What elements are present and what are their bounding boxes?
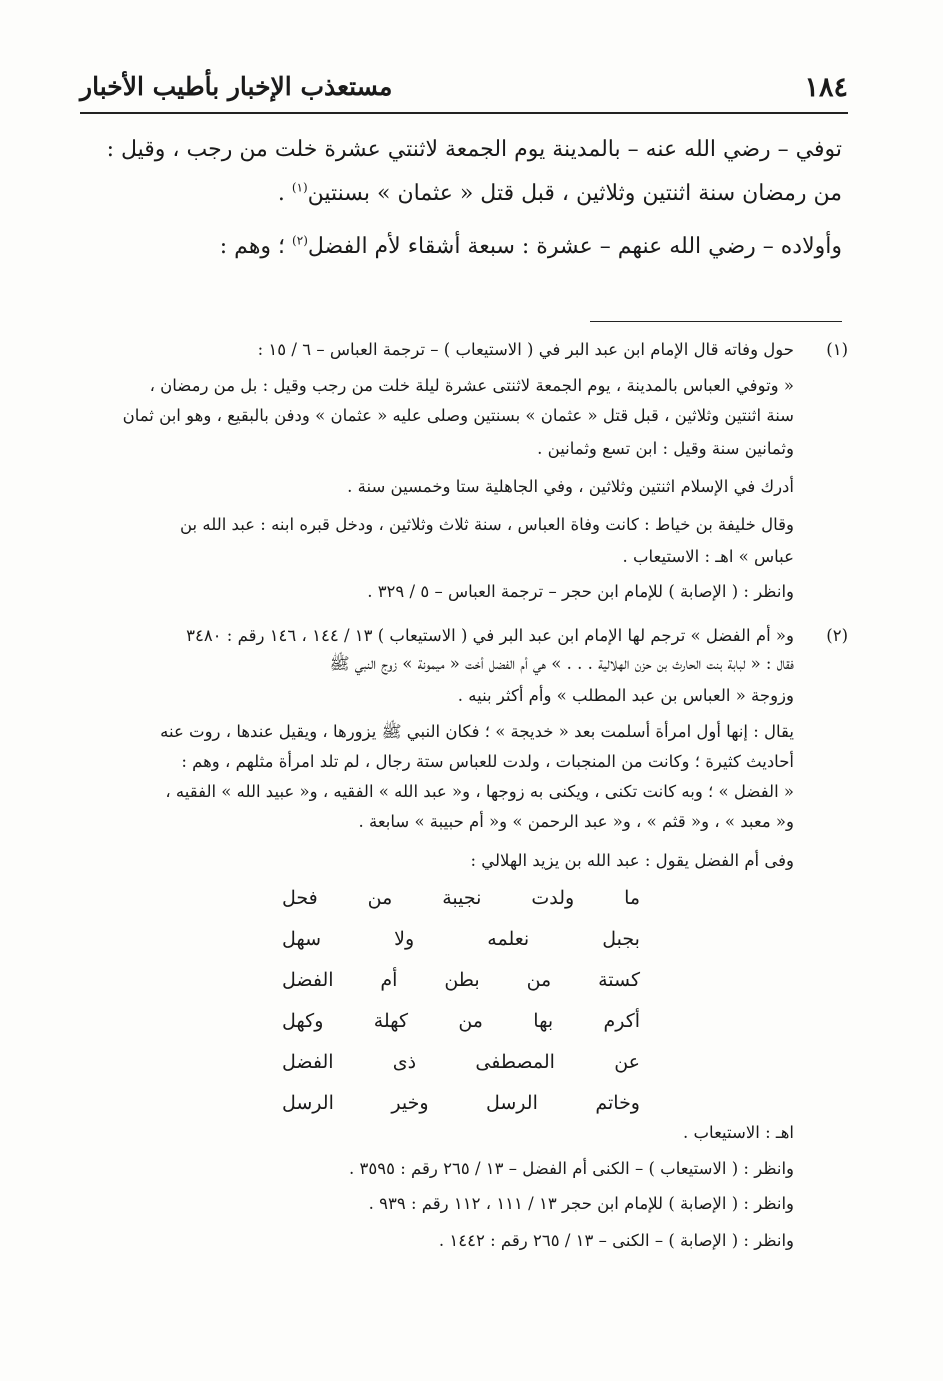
poem-word: من [526, 969, 552, 991]
poem-word: نجيبة [442, 887, 482, 909]
footnote-line: « الفضل » ؛ وبه كانت تكنى ، ويكنى به زوجها ، و« عبد الله » الفقيه ، و« عبيد الله » الفقيه ، [165, 782, 794, 801]
footnote-separator [590, 321, 842, 322]
paragraph-children-text: وأولاده – رضي الله عنهم – عشرة : سبعة أشقاء لأم الفضل [307, 234, 842, 259]
header-rule [80, 112, 848, 114]
footnote-line: وقال خليفة بن خياط : كانت وفاة العباس ، سنة ثلاث وثلاثين ، ودخل قبره ابنه : عبد الله بن [179, 515, 794, 534]
footnote-1 [100, 336, 848, 616]
footnote-line: « وتوفي العباس بالمدينة ، يوم الجمعة لاثنتى عشرة ليلة خلت من رجب وقيل : بل من رمضان ، [149, 376, 794, 395]
footnote-line: وثمانين سنة وقيل : ابن تسع وثمانين . [537, 439, 794, 458]
poem-word: أم [380, 969, 398, 991]
poem-word: وخير [391, 1092, 429, 1114]
poem-word: الفضل [282, 1051, 334, 1073]
footnote-line: وانظر : ( الإصابة ) للإمام ابن حجر ١٣ / ١١١ ، ١١٢ رقم : ٩٣٩ . [368, 1194, 794, 1213]
paragraph-children-end: ؛ وهم : [219, 234, 293, 259]
poem-word: ولدت [531, 887, 575, 909]
poem-word: بها [533, 1010, 554, 1032]
footnote-line: و« معبد » ، و« قثم » ، و« عبد الرحمن » و« أم حبيبة » سابعة . [358, 812, 794, 831]
poem-word: ذى [392, 1051, 417, 1073]
poem-word: نعلمه [487, 928, 530, 950]
paragraph-death-text: من رمضان سنة اثنتين وثلاثين ، قبل قتل « عثمان » بسنتين [307, 181, 842, 206]
footnote-line: و« أم الفضل » ترجم لها الإمام ابن عبد البر في ( الاستيعاب ) ١٣ / ١٤٤ ، ١٤٦ رقم : ٣٤٨٠ [186, 626, 794, 645]
poem-word: وخاتم [595, 1092, 640, 1114]
footnote-1-number: (١) [826, 340, 848, 359]
poem-word: ولا [394, 928, 415, 950]
poem-word: الرسل [485, 1092, 538, 1114]
book-title: مستعذب الإخبار بأطيب الأخبار [80, 72, 393, 101]
poem-word: من [458, 1010, 483, 1032]
poem-line [282, 960, 640, 1001]
poem-word: عن [614, 1051, 641, 1073]
footnote-line: أدرك في الإسلام اثنتين وثلاثين ، وفي الجاهلية ستا وخمسين سنة . [347, 477, 794, 496]
footnote-line: حول وفاته قال الإمام ابن عبد البر في ( الاستيعاب ) – ترجمة العباس – ٦ / ١٥ : [257, 340, 794, 359]
footnote-line: اهـ : الاستيعاب . [683, 1123, 794, 1142]
poem-word: من [367, 887, 393, 909]
poem-line [282, 1042, 640, 1083]
footnote-line: يقال : إنها أول امرأة أسلمت بعد « خديجة » ؛ فكان النبي ﷺ يزورها ، ويقيل عندها ، روت عنه [160, 722, 794, 741]
footnote-line: فقال : « لبابة بنت الحارث بن حزن الهلالية . . . » هي أم الفضل أخت « ميمونة » زوج النبي ﷺ [329, 654, 794, 673]
footnote-ref-1[interactable]: (١) [291, 180, 308, 195]
poem-line [282, 1001, 640, 1042]
poem-word: ما [624, 887, 641, 909]
paragraph-death-line-1: توفي – رضي الله عنه – بالمدينة يوم الجمعة لاثنتي عشرة خلت من رجب ، وقيل : [106, 137, 842, 162]
poem-word: سهل [282, 928, 322, 950]
poem [282, 878, 640, 1124]
footnote-line: وزوجة « العباس بن عبد المطلب » وأم أكثر بنيه . [457, 686, 794, 705]
poem-word: كستة [598, 969, 640, 991]
footnote-line: عباس » اهـ : الاستيعاب . [622, 547, 794, 566]
footnote-2-number: (٢) [826, 626, 848, 645]
poem-word: أكرم [603, 1010, 641, 1032]
footnote-line: وانظر : ( الإصابة ) – الكنى – ١٣ / ٢٦٥ رقم : ١٤٤٢ . [438, 1231, 794, 1250]
page-number: ١٨٤ [804, 72, 848, 103]
poem-line [282, 878, 640, 919]
poem-word: فحل [282, 887, 318, 909]
poem-word: الفضل [282, 969, 334, 991]
footnote-ref-2[interactable]: (٢) [292, 233, 308, 248]
poem-line [282, 919, 640, 960]
poem-word: المصطفى [475, 1051, 555, 1073]
poem-line [282, 1083, 640, 1124]
footnote-line: سنة اثنتين وثلاثين ، قبل قتل « عثمان » بسنتين وصلى عليه « عثمان » ودفن بالبقيع ، وهو ابن ثمان [122, 406, 794, 425]
paragraph-death-end: . [277, 181, 292, 206]
footnote-line: أحاديث كثيرة ؛ وكانت من المنجبات ، ولدت للعباس ستة رجال ، لم تلد امرأة مثلهم ، وهم : [181, 752, 794, 771]
footnote-line: وانظر : ( الإصابة ) للإمام ابن حجر – ترجمة العباس – ٥ / ٣٢٩ . [367, 582, 794, 601]
paragraph-death-line-2 [90, 172, 842, 216]
poem-word: الرسل [282, 1092, 334, 1114]
running-header [80, 70, 848, 114]
poem-word: بطن [444, 969, 480, 991]
paragraph-death [90, 128, 842, 216]
poem-word: وكهل [282, 1010, 324, 1032]
footnote-line: وفى أم الفضل يقول : عبد الله بن يزيد الهلالي : [470, 851, 794, 870]
poem-word: بجبل [602, 928, 640, 950]
footnote-line: وانظر : ( الاستيعاب ) – الكنى أم الفضل – ١٣ / ٢٦٥ رقم : ٣٥٩٥ . [349, 1159, 794, 1178]
poem-word: كهلة [373, 1010, 408, 1032]
paragraph-children [90, 225, 842, 269]
